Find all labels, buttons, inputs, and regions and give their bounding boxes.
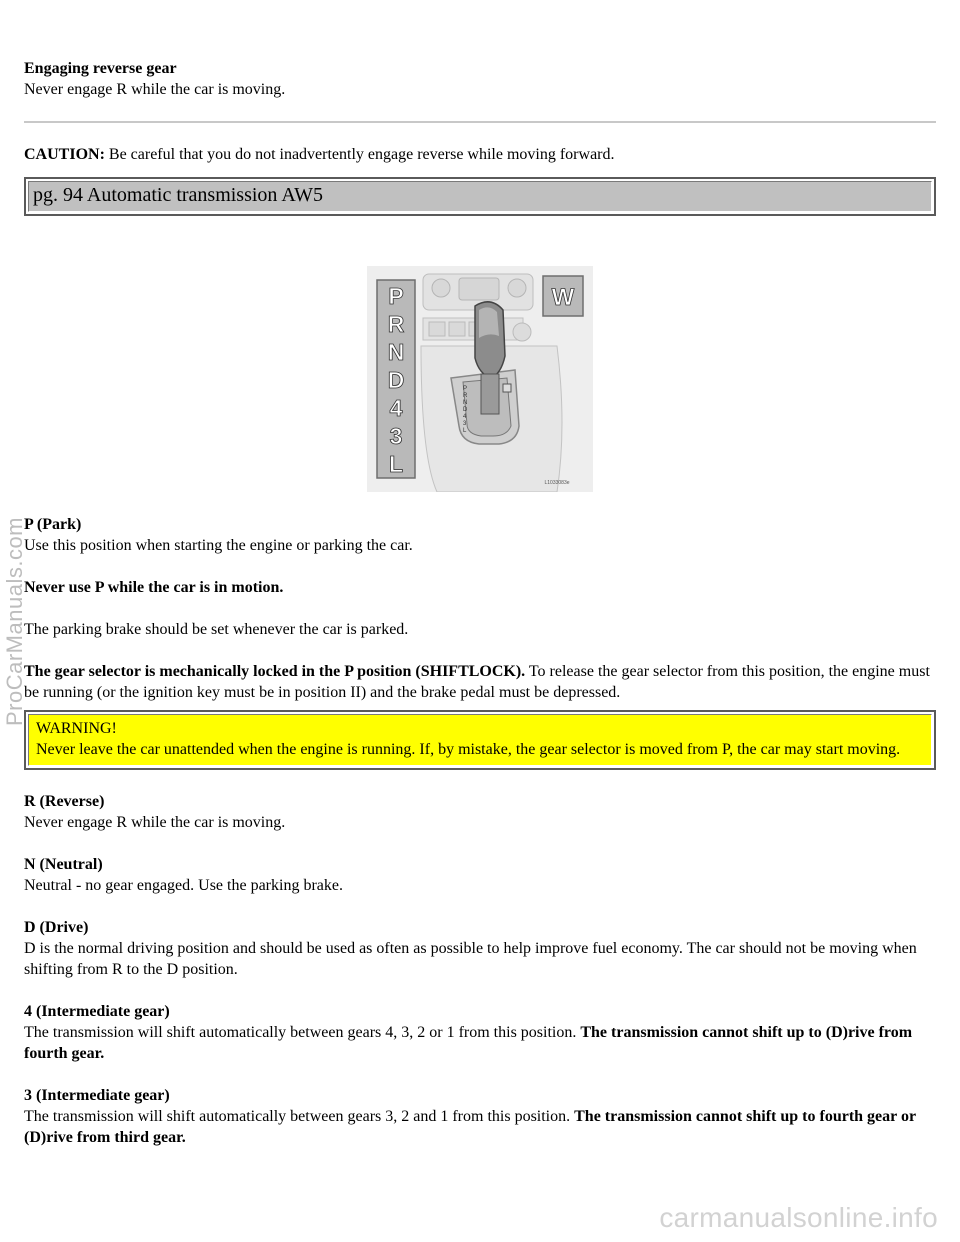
gear-section-4 bbox=[24, 1001, 936, 1064]
svg-text:4: 4 bbox=[463, 414, 467, 420]
svg-text:L: L bbox=[463, 428, 467, 434]
gear-letter-4: 4 bbox=[389, 395, 403, 421]
reverse-heading: Engaging reverse gear bbox=[24, 60, 177, 77]
gear-section-drive bbox=[24, 917, 936, 980]
winter-mode-badge: W bbox=[551, 284, 575, 311]
gear-heading: 3 (Intermediate gear) bbox=[24, 1087, 170, 1104]
caution-text: Be careful that you do not inadvertently engage reverse while moving forward. bbox=[104, 146, 615, 163]
divider bbox=[24, 121, 936, 123]
page-header: pg. 94 Automatic transmission AW5 bbox=[28, 181, 932, 212]
manual-page bbox=[24, 58, 936, 1169]
shiftlock-text: To release the gear selector from this position, the engine must be running (or the ignition key must be in position II) and the brake pedal must be depressed. bbox=[24, 663, 930, 701]
svg-text:D: D bbox=[463, 407, 468, 413]
reverse-section bbox=[24, 58, 936, 100]
gear-section-neutral bbox=[24, 854, 936, 896]
gear-text: Neutral - no gear engaged. Use the parking brake. bbox=[24, 877, 343, 894]
caution-paragraph bbox=[24, 144, 936, 165]
gear-heading: N (Neutral) bbox=[24, 856, 103, 873]
gear-section-reverse bbox=[24, 791, 936, 833]
figure-code: L1033083e bbox=[544, 480, 570, 486]
gear-letter-p: P bbox=[388, 283, 404, 309]
shiftlock-bold: The gear selector is mechanically locked in the P position (SHIFTLOCK). bbox=[24, 663, 526, 680]
svg-text:P: P bbox=[463, 386, 468, 392]
gear-heading: 4 (Intermediate gear) bbox=[24, 1003, 170, 1020]
gear-section-3 bbox=[24, 1085, 936, 1148]
park-bold-note: Never use P while the car is in motion. bbox=[24, 579, 284, 596]
gear-heading: R (Reverse) bbox=[24, 793, 105, 810]
svg-text:R: R bbox=[463, 393, 468, 399]
gear-letter-d: D bbox=[387, 367, 405, 393]
caution-label: CAUTION: bbox=[24, 146, 105, 163]
park-section bbox=[24, 514, 936, 556]
svg-text:3: 3 bbox=[463, 421, 467, 427]
gear-letter-n: N bbox=[387, 339, 405, 365]
gear-text: Never engage R while the car is moving. bbox=[24, 814, 286, 831]
shiftlock-paragraph bbox=[24, 661, 936, 703]
carmanualsonline-watermark: carmanualsonline.info bbox=[659, 1202, 938, 1233]
reverse-text: Never engage R while the car is moving. bbox=[24, 81, 286, 98]
gear-text: The transmission will shift automatically between gears 4, 3, 2 or 1 from this position. The transmission cannot shift up to (D)rive from fourth gear. bbox=[24, 1024, 913, 1062]
page-header-box bbox=[24, 177, 936, 216]
gear-heading: D (Drive) bbox=[24, 919, 89, 936]
warning-text: Never leave the car unattended when the engine is running. If, by mistake, the gear selector is moved from P, the car may start moving. bbox=[36, 741, 901, 758]
gear-letter-3: 3 bbox=[389, 423, 403, 449]
svg-text:N: N bbox=[463, 400, 468, 406]
warning-inner bbox=[28, 714, 932, 766]
procarmanuals-watermark: ProCarManuals.com bbox=[2, 516, 27, 726]
gear-letter-l: L bbox=[388, 451, 404, 477]
gear-text: D is the normal driving position and should be used as often as possible to help improve fuel economy. The car should not be moving when shifting from R to the D position. bbox=[24, 940, 917, 978]
gear-text: The transmission will shift automatically between gears 3, 2 and 1 from this position. The transmission cannot shift up to fourth gear or (D)rive from third gear. bbox=[24, 1108, 916, 1146]
gear-letter-r: R bbox=[387, 311, 405, 337]
park-text: Use this position when starting the engine or parking the car. bbox=[24, 537, 413, 554]
gear-selector-illustration bbox=[367, 266, 593, 492]
park-brake-note: The parking brake should be set whenever the car is parked. bbox=[24, 621, 409, 638]
warning-box bbox=[24, 710, 936, 770]
warning-title: WARNING! bbox=[36, 720, 117, 737]
park-heading: P (Park) bbox=[24, 516, 82, 533]
